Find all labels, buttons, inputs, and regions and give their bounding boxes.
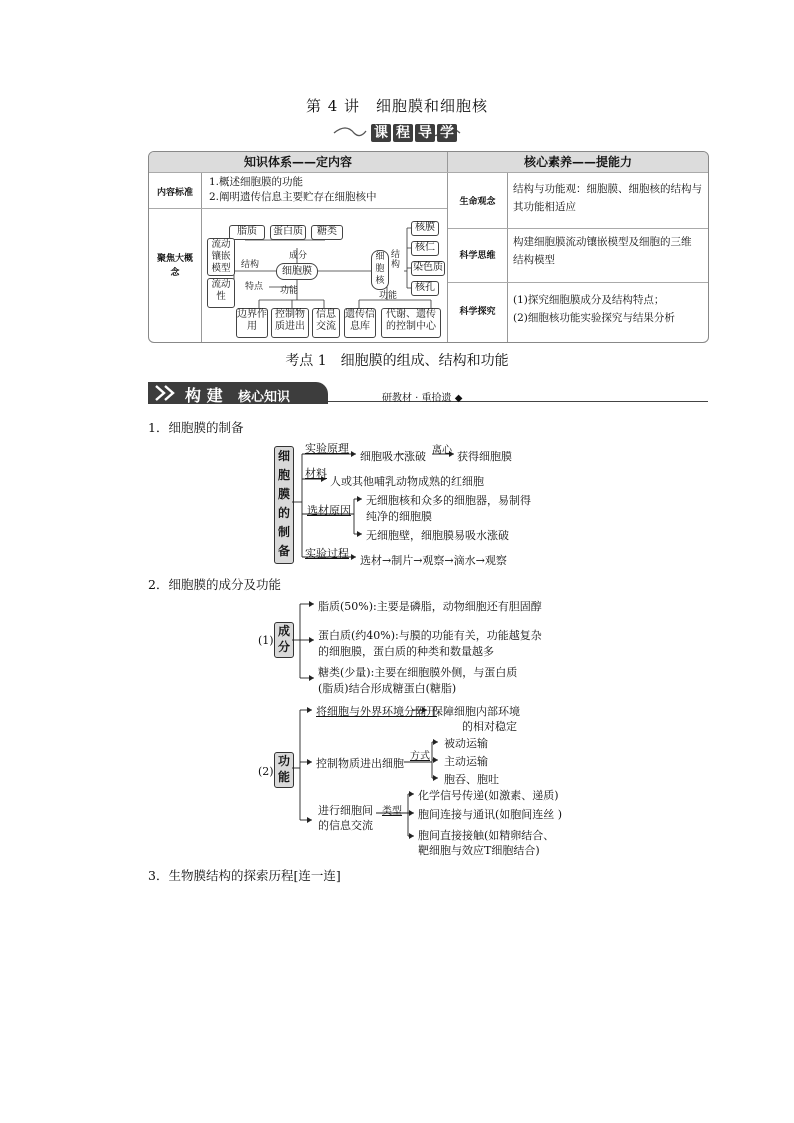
badge-char: 导 (415, 124, 435, 142)
node-protein: 蛋白质 (270, 225, 306, 240)
row-label: 内容标准 (156, 188, 193, 198)
lbl-composition: 成分 (289, 251, 308, 261)
node-nuclear-pore: 核孔 (411, 281, 439, 296)
divider (447, 152, 448, 342)
func-chemical-signal: 化学信号传递(如激素、递质) (418, 789, 559, 802)
label-char: 胞 (277, 468, 290, 482)
func-separate-result-2: 的相对稳定 (462, 720, 517, 733)
node-fluidity: 流动性 (207, 278, 235, 308)
comp-sugar-2: (脂质)结合形成糖蛋白(糖脂) (318, 682, 457, 695)
node-control-center: 代谢、遗传的控制中心 (381, 308, 441, 338)
lbl-function: 功能 (280, 286, 299, 296)
prep-principle-label: 实验原理 (305, 442, 349, 455)
competency-text: 结构模型 (513, 254, 555, 266)
func-active-transport: 主动运输 (444, 755, 488, 768)
competency-text: 其功能相适应 (513, 201, 576, 213)
prep-process: 选材→制片→观察→滴水→观察 (360, 554, 507, 567)
lbl-nucleus-structure: 结构 (391, 250, 401, 270)
prep-process-label: 实验过程 (305, 547, 349, 560)
func-number: (2) (258, 765, 274, 778)
prep-principle-centrifuge: 离心 (432, 445, 452, 456)
prep-principle-c: 获得细胞膜 (457, 450, 512, 463)
competency-label: 科学思维 (459, 251, 496, 261)
chevron-right-icon (152, 382, 182, 404)
competency-text: 构建细胞膜流动镶嵌模型及细胞的三维 (513, 236, 692, 248)
banner-subtitle: 核心知识 (238, 390, 291, 405)
standard-1: 1.概述细胞膜的功能 (209, 176, 304, 188)
node-sugar: 糖类 (311, 225, 343, 240)
prep-reason-1b: 纯净的细胞膜 (366, 510, 432, 523)
node-control-transport: 控制物质进出 (271, 308, 309, 338)
competency-label: 生命观念 (459, 197, 496, 207)
row-label: 聚焦大概念 (156, 254, 193, 278)
prep-material: 人或其他哺乳动物成熟的红细胞 (330, 475, 484, 488)
func-separate: 将细胞与外界环境分隔开 (316, 705, 437, 718)
lbl-nucleus-function: 功能 (379, 291, 398, 301)
func-control: 控制物质进出细胞 (316, 757, 404, 770)
heading-1: 1．细胞膜的制备 (148, 420, 244, 435)
func-label-box (274, 752, 294, 788)
node-cell-membrane: 细胞膜 (276, 263, 318, 280)
node-nucleus: 细胞核 (371, 250, 389, 290)
competency-text: 结构与功能观：细胞膜、细胞核的结构与 (513, 183, 702, 195)
comp-label-box (274, 622, 294, 658)
label-char: 功 (277, 754, 290, 768)
node-nuclear-envelope: 核膜 (411, 221, 439, 236)
overview-table (148, 151, 709, 343)
label-char: 备 (277, 544, 290, 558)
func-cell-junction: 胞间连接与通讯(如胞间连丝 ) (418, 808, 563, 821)
label-char: 细 (277, 449, 290, 463)
section-title: 考点 1 细胞膜的组成、结构和功能 (285, 353, 509, 369)
comp-lipid: 脂质(50%):主要是磷脂，动物细胞还有胆固醇 (318, 600, 542, 613)
page-title: 第 4 讲 细胞膜和细胞核 (305, 97, 489, 115)
node-info-exchange: 信息交流 (312, 308, 340, 338)
head-knowledge: 知识体系——定内容 (149, 152, 447, 172)
prep-reason-label: 选材原因 (307, 504, 351, 517)
func-passive-transport: 被动运输 (444, 737, 488, 750)
func-separate-result-1: 保障细胞内部环境 (432, 705, 520, 718)
banner-tagline: 研教材 · 重拾遗 ◆ (382, 393, 463, 404)
lbl-feature: 特点 (245, 282, 264, 292)
func-direct-contact-2: 靶细胞与效应T细胞结合) (418, 844, 540, 857)
competency-text: (1)探究细胞膜成分及结构特点； (513, 294, 665, 306)
comp-protein-2: 的细胞膜，蛋白质的种类和数量越多 (318, 645, 494, 658)
func-communicate-type-label: 类型 (382, 806, 402, 817)
section-badge (332, 121, 462, 143)
label-char: 分 (277, 640, 290, 654)
prep-reason-2: 无细胞壁，细胞膜易吸水涨破 (366, 529, 509, 542)
heading-2: 2．细胞膜的成分及功能 (148, 577, 281, 592)
func-control-mode-label: 方式 (410, 751, 430, 762)
heading-3: 3．生物膜结构的探索历程[连一连] (148, 868, 341, 883)
divider (507, 172, 508, 342)
prep-principle-a: 细胞吸水涨破 (360, 450, 426, 463)
badge-char: 程 (393, 124, 413, 142)
label-char: 膜 (277, 487, 290, 501)
node-lipid: 脂质 (229, 225, 265, 240)
badge-char: 课 (371, 124, 391, 142)
badge-char: 学 (437, 124, 457, 142)
func-direct-contact-1: 胞间直接接触(如精卵结合、 (418, 829, 555, 842)
lbl-structure: 结构 (241, 260, 260, 270)
comp-protein-1: 蛋白质(约40%):与膜的功能有关，功能越复杂 (318, 629, 542, 642)
comp-number: (1) (258, 634, 274, 647)
label-char: 能 (277, 770, 290, 784)
label-char: 的 (277, 506, 290, 520)
node-genetic-library: 遗传信息库 (344, 308, 376, 338)
func-endo-exocytosis: 胞吞、胞吐 (444, 773, 499, 786)
node-nucleolus: 核仁 (411, 241, 439, 256)
node-boundary: 边界作用 (236, 308, 268, 338)
func-communicate-1: 进行细胞间 (318, 804, 373, 817)
comp-sugar-1: 糖类(少量):主要在细胞膜外侧，与蛋白质 (318, 666, 518, 679)
node-fluid-mosaic-model: 流动镶嵌模型 (207, 238, 235, 276)
banner-title: 构 建 (185, 386, 223, 405)
standard-2: 2.阐明遗传信息主要贮存在细胞核中 (209, 191, 377, 203)
label-char: 成 (277, 624, 290, 638)
node-chromatin: 染色质 (411, 261, 445, 276)
label-char: 制 (277, 525, 290, 539)
prep-reason-1a: 无细胞核和众多的细胞器，易制得 (366, 494, 531, 507)
prep-material-label: 材料 (305, 467, 327, 480)
divider (448, 228, 708, 229)
competency-label: 科学探究 (459, 307, 496, 317)
divider (448, 282, 708, 283)
head-competency: 核心素养——提能力 (448, 152, 708, 172)
func-communicate-2: 的信息交流 (318, 819, 373, 832)
prep-label-box (274, 446, 294, 564)
competency-text: (2)细胞核功能实验探究与结果分析 (513, 312, 675, 324)
